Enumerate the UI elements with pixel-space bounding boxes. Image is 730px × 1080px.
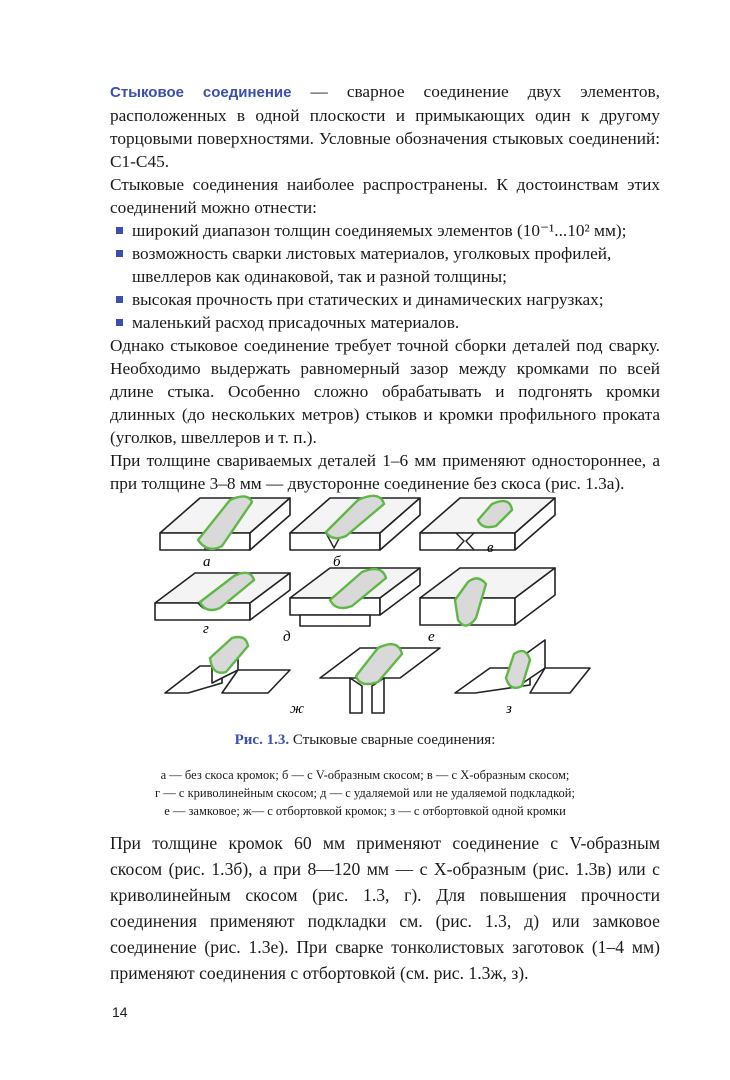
bullet-square-icon <box>116 250 123 257</box>
main-text-top <box>110 80 660 495</box>
drawing-zh <box>165 637 290 693</box>
figure-caption-label: Рис. 1.3. <box>234 732 290 748</box>
page-number: 14 <box>112 1004 128 1020</box>
drawing-z2 <box>455 640 590 693</box>
figure-label-a: а <box>203 554 211 570</box>
list-item: высокая прочность при статических и динамических нагрузках; <box>110 288 660 311</box>
figure-legend <box>0 766 730 820</box>
drawing-z <box>320 644 440 713</box>
legend-line: г — с криволинейным скосом; д — с удаляемой или не удаляемой подкладкой; <box>155 786 575 800</box>
paragraph-definition: Стыковое соединение — сварное соединение двух элементов, расположенных в одной плоскости и примыкающих один к другому торцовыми поверхностями. Условные обозначения стыковых соединений: С1-С45. <box>110 82 660 171</box>
figure-label-e: е <box>428 629 435 645</box>
paragraph-advantages-intro: Стыковые соединения наиболее распространены. К достоинствам этих соединений можно отнести: <box>110 175 660 217</box>
drawing-b <box>290 496 420 550</box>
list-item: широкий диапазон толщин соединяемых элементов (10⁻¹...10² мм); <box>110 219 660 242</box>
paragraph-edges: При толщине кромок 60 мм применяют соединение с V-образным скосом (рис. 1.3б), а при 8—120 мм — с X-образным (рис. 1.3в) или с криволинейным скосом (рис. 1.3, г). Для повышения прочности соединения применяют подкладки см. (рис. 1.3, д) или замковое соединение (рис. 1.3е). При сварке тонколистовых заготовок (1–4 мм) применяют соединения с отбортовкой (см. рис. 1.3ж, з). <box>110 833 660 983</box>
advantages-list <box>110 219 660 334</box>
bullet-square-icon <box>116 319 123 326</box>
drawing-d <box>290 568 420 626</box>
paragraph-assembly: Однако стыковое соединение требует точной сборки деталей под сварку. Необходимо выдержать равномерный зазор между кромками по всей длине стыка. Особенно сложно обрабатывать и подгонять кромки длинных (до нескольких метров) стыков и кромки профильного проката (уголков, швеллеров и т. п.). <box>110 336 660 447</box>
figure-butt-joints <box>0 488 730 728</box>
main-text-bottom <box>110 830 660 986</box>
figure-label-b: б <box>333 554 341 570</box>
figure-label-v: в <box>487 540 494 556</box>
list-item: маленький расход присадочных материалов. <box>110 311 660 334</box>
bullet-square-icon <box>116 227 123 234</box>
legend-line: а — без скоса кромок; б — с V-образным скосом; в — с X-образным скосом; <box>160 768 570 782</box>
figure-label-d: д <box>283 629 291 645</box>
bullet-square-icon <box>116 296 123 303</box>
figure-label-g: г <box>203 621 209 637</box>
legend-line: е — замковое; ж— с отбортовкой кромок; з — с отбортовкой одной кромки <box>164 804 566 818</box>
figure-caption: Рис. 1.3. Стыковые сварные соединения: <box>234 732 496 748</box>
term-butt-joint: Стыковое соединение <box>110 84 292 101</box>
figure-label-zh: ж <box>290 701 304 717</box>
list-item: возможность сварки листовых материалов, уголковых профилей, швеллеров как одинаковой, так и разной толщины; <box>110 242 660 288</box>
figure-label-z: з <box>506 701 512 717</box>
paragraph-thickness: При толщине свариваемых деталей 1–6 мм применяют одностороннее, а при толщине 3–8 мм — двусторонне соединение без скоса (рис. 1.3а). <box>110 451 660 493</box>
drawing-e <box>420 568 555 626</box>
drawing-g <box>155 573 290 620</box>
drawing-a <box>160 496 290 550</box>
